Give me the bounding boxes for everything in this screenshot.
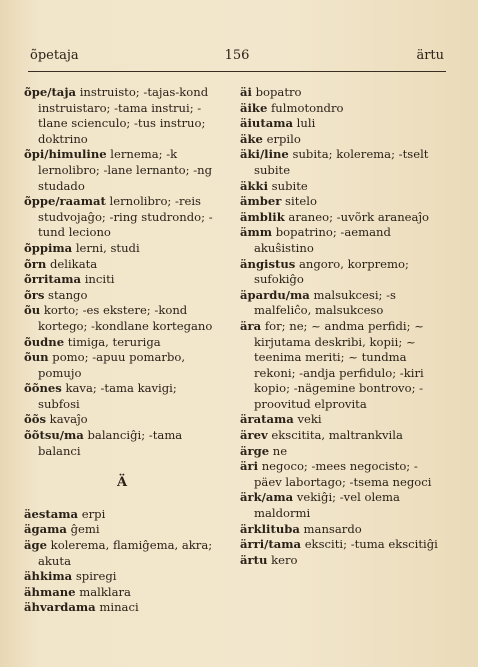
dictionary-entry: ärtu kero (240, 552, 298, 567)
section-letter: Ä (116, 475, 128, 491)
headword: ähkima (24, 569, 73, 584)
headword: äratama (240, 412, 294, 427)
headword: õõs (24, 412, 46, 427)
dictionary-entry: ägama ĝemi (24, 522, 100, 537)
dictionary-entry: äki/line subita; kolerema; -tselt subite (240, 147, 429, 177)
dictionary-entry: õõtsu/ma balanciĝi; -tama balanci (24, 428, 183, 458)
headword: äestama (24, 506, 79, 521)
headword: ärev (240, 428, 268, 443)
headword: äri (240, 459, 259, 474)
headword: äi (240, 85, 252, 99)
dictionary-entry: õu korto; -es ekstere; -kond kortego; -kondlane kortegano (24, 303, 213, 333)
headword: õppe/raamat (24, 194, 106, 209)
headword: ähmane (24, 584, 76, 599)
dictionary-entry: õppima lerni, studi (24, 240, 140, 255)
right-entries (240, 85, 440, 568)
headword: ärtu (240, 552, 268, 567)
headword: ämblik (240, 209, 285, 224)
dictionary-entry: ängistus angoro, korpremo; sufokiĝo (240, 256, 409, 287)
headword: õpi/himuline (24, 147, 107, 162)
headword: ärge (240, 443, 270, 458)
headword: ärri/tama (240, 537, 302, 552)
dictionary-entry: ärge ne (240, 443, 288, 458)
headword: õu (24, 303, 41, 318)
dictionary-entry: äi bopatro (240, 85, 302, 99)
dictionary-entry: õõs kavaĵo (24, 412, 88, 427)
dictionary-entry: ärev ekscitita, maltrankvila (240, 428, 403, 443)
dictionary-entry: õpe/taja instruisto; -tajas-kond instruistaro; -tama instrui; -tlane scienculo; -tus instruo; doktrino (24, 85, 209, 146)
headword: ähvardama (24, 600, 96, 615)
left-entries (24, 85, 220, 459)
header-rule (28, 71, 446, 72)
dictionary-entry: ähmane malklara (24, 584, 131, 599)
dictionary-entry: äestama erpi (24, 506, 106, 521)
left-column (24, 85, 220, 616)
dictionary-entry: õpi/himuline lernema; -k lernolibro; -lane lernanto; -ng studado (24, 147, 213, 193)
headword: õudne (24, 334, 65, 349)
headword: äke (240, 131, 263, 146)
headword: ära (240, 318, 262, 333)
headword: õppima (24, 240, 73, 255)
page-header (30, 48, 444, 70)
headword: ärklituba (240, 521, 300, 536)
header-right-guideword: ärtu (416, 48, 444, 63)
dictionary-entry: ämblik araneo; -uvõrk araneaĵo (240, 209, 430, 224)
dictionary-entry: ärklituba mansardo (240, 521, 362, 536)
dictionary-entry: õõnes kava; -tama kavigi; subfosi (24, 381, 177, 411)
headword: ägama (24, 522, 67, 537)
dictionary-entry: õudne timiga, teruriga (24, 334, 161, 349)
headword: äge (24, 538, 47, 553)
headword: äpardu/ma (240, 287, 310, 302)
headword: äki/line (240, 147, 289, 162)
dictionary-entry: õrritama inciti (24, 272, 115, 287)
dictionary-entry: ämber sitelo (240, 194, 317, 209)
headword: äike (240, 100, 268, 115)
headword: ämm (240, 225, 273, 240)
dictionary-entry: õppe/raamat lernolibro; -reis studvojaĝo; -ring studrondo; -tund leciono (24, 194, 213, 240)
headword: ämber (240, 194, 282, 209)
dictionary-entry: ära for; ne; ~ andma perfidi; ~ kirjutama deskribi, kopii; ~ teenima meriti; ~ tundma rekoni; -andja perfidulo; -kiri kopio; -nägemine bontrovo; -proovitud elprovita (240, 318, 424, 411)
headword: ängistus (240, 256, 296, 271)
right-column (240, 85, 440, 568)
dictionary-entry: ärri/tama eksciti; -tuma ekscitiĝi (240, 537, 438, 552)
dictionary-entry: ärk/ama vekiĝi; -vel olema maldormi (240, 490, 400, 521)
headword: õpe/taja (24, 85, 77, 99)
headword: õrs (24, 287, 45, 302)
dictionary-entry: ähkima spiregi (24, 569, 117, 584)
dictionary-entry: äkki subite (240, 178, 308, 193)
headword: ärk/ama (240, 490, 294, 505)
dictionary-entry: äge kolerema, flamiĝema, akra; akuta (24, 538, 213, 568)
dictionary-entry: õun pomo; -apuu pomarbo, pomujo (24, 350, 186, 380)
header-left-guideword: õpetaja (30, 48, 79, 63)
dictionary-entry: äike fulmotondro (240, 100, 344, 115)
headword: õrritama (24, 272, 82, 287)
dictionary-entry: õrn delikata (24, 256, 98, 271)
headword: õun (24, 350, 49, 365)
headword: õõtsu/ma (24, 428, 84, 443)
dictionary-entry: äratama veki (240, 412, 322, 427)
dictionary-entry: õrs stango (24, 287, 88, 302)
headword: äkki (240, 178, 268, 193)
dictionary-entry: äke erpilo (240, 131, 301, 146)
dictionary-entry: äri negoco; -mees negocisto; -päev labortago; -tsema negoci (240, 459, 432, 489)
dictionary-entry: äiutama luli (240, 116, 316, 131)
headword: äiutama (240, 116, 293, 131)
dictionary-entry: ähvardama minaci (24, 600, 139, 615)
headword: õrn (24, 256, 47, 271)
page-number: 156 (224, 48, 250, 63)
left-entries-2 (24, 507, 220, 616)
dictionary-entry: äpardu/ma malsukcesi; -s malfeliĉo, malsukceso (240, 287, 397, 318)
headword: õõnes (24, 381, 62, 396)
dictionary-entry: ämm bopatrino; -aemand akuŝistino (240, 225, 391, 255)
